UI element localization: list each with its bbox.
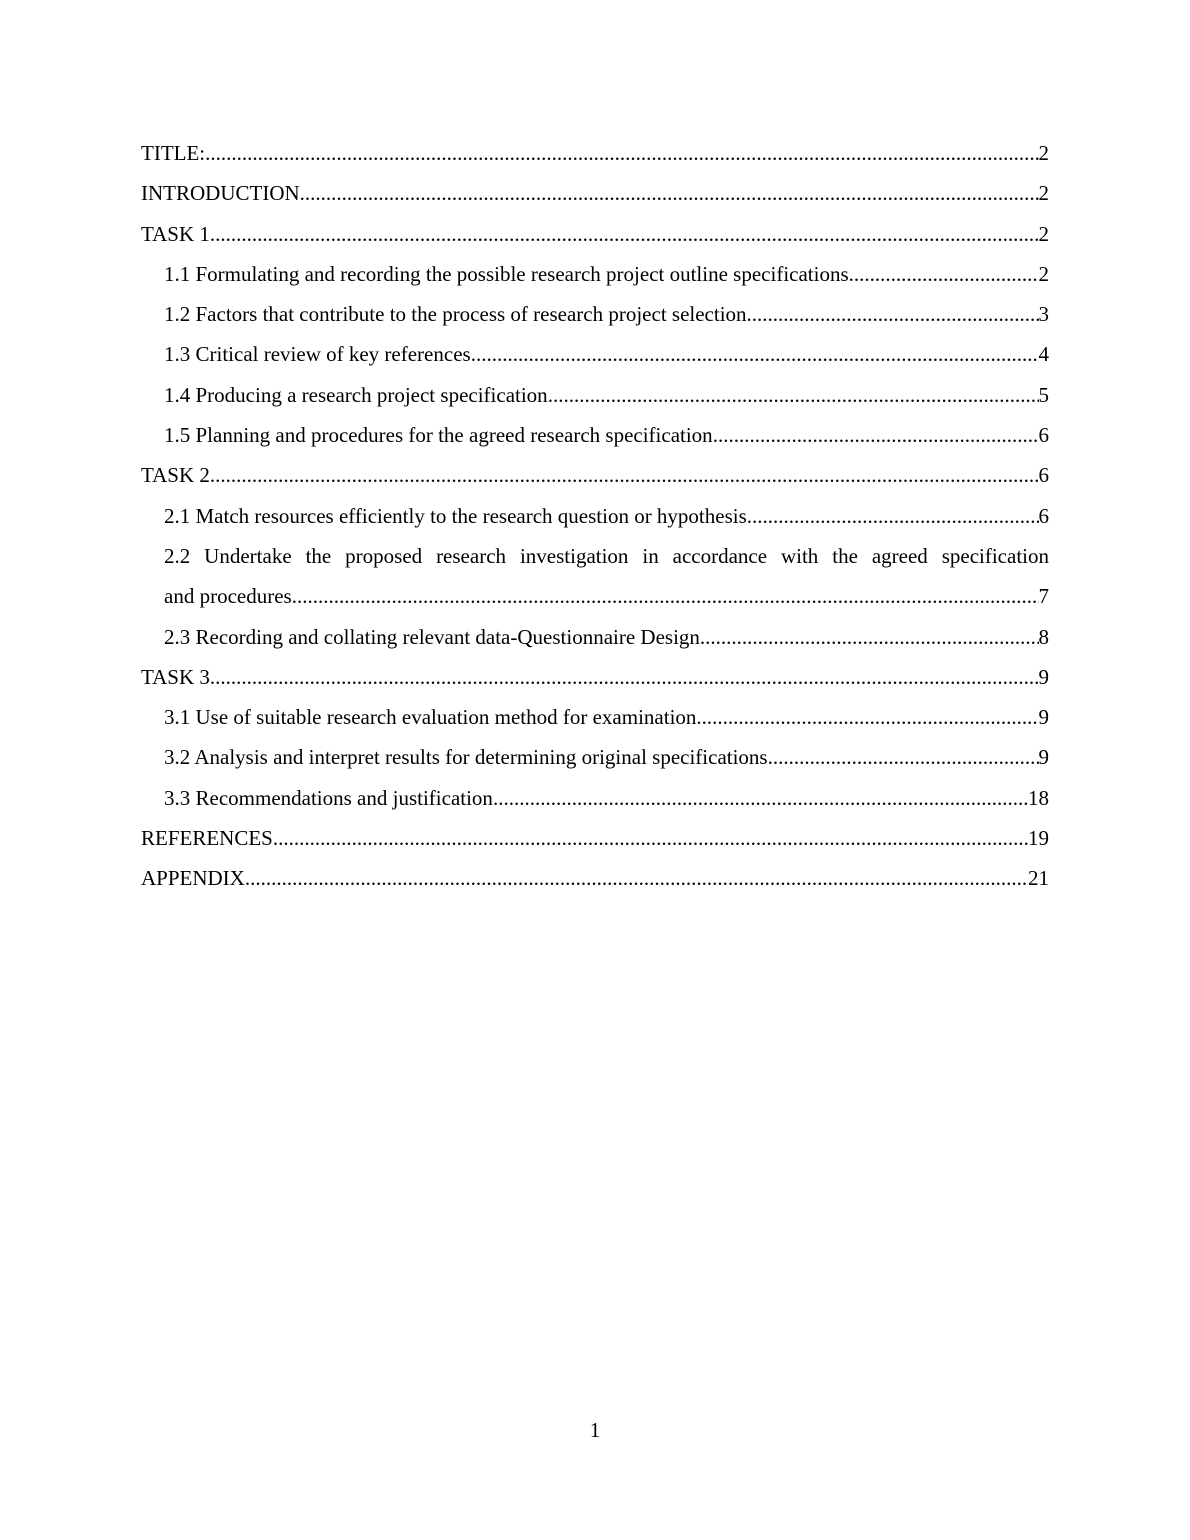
toc-entry-label: TITLE: [141, 141, 206, 165]
toc-entry-label: TASK 1 [141, 221, 210, 246]
toc-entry-label: 1.4 Producing a research project specification [164, 382, 548, 407]
toc-entry-label: APPENDIX [141, 866, 245, 891]
toc-entry-label: 3.3 Recommendations and justification [164, 785, 493, 810]
toc-entry-task-2[interactable] [141, 455, 1049, 495]
toc-entry-page: 9 [1038, 705, 1049, 730]
toc-entry-page: 8 [1038, 624, 1049, 649]
toc-entry-1-1[interactable] [141, 254, 1049, 294]
table-of-contents [141, 133, 1049, 899]
toc-entry-label: 1.2 Factors that contribute to the process of research project selection [164, 302, 747, 327]
toc-entry-1-4[interactable] [141, 375, 1049, 415]
toc-entry-page: 2 [1038, 261, 1049, 286]
toc-entry-label: TASK 2 [141, 463, 210, 488]
toc-entry-line-2 [164, 576, 1049, 616]
toc-entry-task-3[interactable] [141, 657, 1049, 697]
toc-entry-page: 6 [1038, 503, 1049, 528]
toc-entry-label: INTRODUCTION [141, 181, 300, 206]
toc-dot-leader [205, 133, 1038, 173]
toc-entry-2-1[interactable] [141, 496, 1049, 536]
toc-entry-label: TASK 3 [141, 664, 210, 689]
toc-entry-label: 2.3 Recording and collating relevant data-Questionnaire Design [164, 624, 700, 649]
toc-entry-introduction[interactable] [141, 173, 1049, 213]
toc-dot-leader [245, 858, 1028, 898]
toc-dot-leader [768, 737, 1039, 777]
toc-entry-1-2[interactable] [141, 294, 1049, 334]
toc-entry-label: 3.2 Analysis and interpret results for determining original specifications [164, 745, 768, 770]
toc-entry-label: 1.3 Critical review of key references [164, 342, 471, 367]
toc-entry-page: 4 [1038, 342, 1049, 367]
toc-dot-leader [300, 173, 1039, 213]
toc-entry-page: 6 [1038, 463, 1049, 488]
toc-entry-3-1[interactable] [141, 697, 1049, 737]
toc-entry-1-5[interactable] [141, 415, 1049, 455]
toc-dot-leader [696, 697, 1038, 737]
toc-entry-page: 3 [1038, 302, 1049, 327]
toc-entry-title[interactable] [141, 133, 1049, 173]
toc-entry-task-1[interactable] [141, 214, 1049, 254]
toc-entry-3-3[interactable] [141, 778, 1049, 818]
toc-dot-leader [210, 657, 1039, 697]
toc-entry-appendix[interactable] [141, 858, 1049, 898]
toc-entry-page: 6 [1038, 423, 1049, 448]
toc-dot-leader [210, 455, 1039, 495]
toc-dot-leader [292, 576, 1039, 616]
toc-dot-leader [493, 778, 1028, 818]
toc-entry-label: REFERENCES [141, 826, 273, 851]
toc-entry-page: 9 [1038, 664, 1049, 689]
toc-dot-leader [210, 214, 1039, 254]
toc-entry-page: 9 [1038, 745, 1049, 770]
toc-dot-leader [548, 375, 1039, 415]
toc-entry-3-2[interactable] [141, 737, 1049, 777]
toc-entry-page: 2 [1038, 181, 1049, 206]
toc-entry-page: 5 [1038, 382, 1049, 407]
toc-entry-label-line-2: and procedures [164, 584, 292, 609]
toc-dot-leader [471, 334, 1039, 374]
toc-entry-page: 2 [1038, 141, 1049, 165]
toc-entry-label: 2.1 Match resources efficiently to the research question or hypothesis [164, 503, 747, 528]
toc-entry-page: 19 [1028, 826, 1049, 851]
toc-entry-2-3[interactable] [141, 617, 1049, 657]
toc-dot-leader [713, 415, 1039, 455]
toc-entry-2-2[interactable] [141, 536, 1049, 617]
toc-entry-page: 7 [1038, 584, 1049, 609]
toc-entry-label: 3.1 Use of suitable research evaluation method for examination [164, 705, 697, 730]
toc-dot-leader [747, 294, 1039, 334]
toc-dot-leader [700, 617, 1039, 657]
toc-entry-page: 21 [1028, 866, 1049, 891]
page-number: 1 [589, 1418, 601, 1442]
toc-dot-leader [849, 254, 1039, 294]
toc-entry-label: 1.1 Formulating and recording the possible research project outline specifications [164, 261, 849, 286]
toc-entry-page: 2 [1038, 221, 1049, 246]
toc-entry-page: 18 [1028, 785, 1049, 810]
toc-entry-1-3[interactable] [141, 334, 1049, 374]
toc-entry-label: 1.5 Planning and procedures for the agreed research specification [164, 423, 713, 448]
toc-dot-leader [273, 818, 1028, 858]
toc-entry-references[interactable] [141, 818, 1049, 858]
toc-entry-label-line-1: 2.2 Undertake the proposed research investigation in accordance with the agreed specification [164, 543, 1049, 568]
toc-dot-leader [747, 496, 1039, 536]
